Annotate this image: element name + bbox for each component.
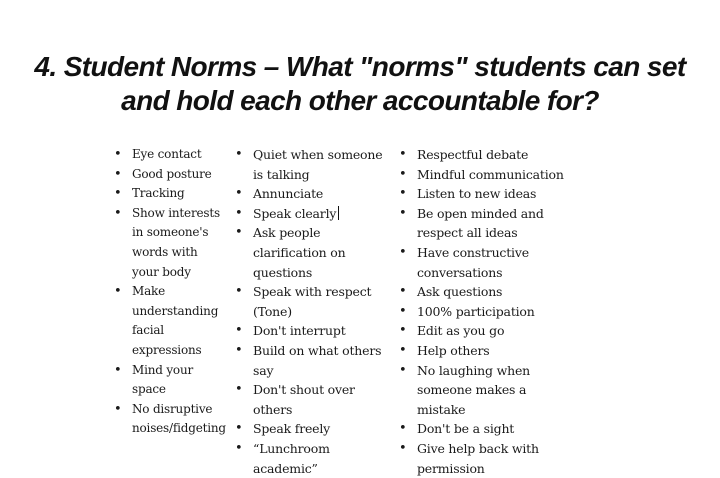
- list-item: • Mind your space: [114, 361, 226, 400]
- list-item: • Ask questions: [399, 282, 569, 302]
- norms-column-3: [399, 145, 569, 478]
- list-item: • Annunciate: [235, 184, 385, 204]
- text-cursor: [338, 206, 339, 220]
- list-item: • Give help back with permission: [399, 439, 569, 478]
- list-item: • Ask people clarification on questions: [235, 223, 385, 282]
- list-item: • Make understanding facial expressions: [114, 282, 226, 360]
- list-item: • Build on what others say: [235, 341, 385, 380]
- list-item: • Don't shout over others: [235, 380, 385, 419]
- list-item: • Listen to new ideas: [399, 184, 569, 204]
- list-item: • No disruptive noises/fidgeting: [114, 400, 226, 439]
- list-item: • Have constructive conversations: [399, 243, 569, 282]
- list-item: • Quiet when someone is talking: [235, 145, 385, 184]
- list-item: • 100% participation: [399, 302, 569, 322]
- norms-column-1: [114, 145, 226, 439]
- norms-column-2: [235, 145, 385, 478]
- list-item: • Be open minded and respect all ideas: [399, 204, 569, 243]
- slide-title: 4. Student Norms – What "norms" students can set and hold each other accountable for?: [34, 51, 686, 116]
- list-item-text: Speak clearly: [253, 205, 337, 221]
- list-item: [235, 204, 385, 224]
- list-item: • No laughing when someone makes a mistake: [399, 361, 569, 420]
- list-item: • Respectful debate: [399, 145, 569, 165]
- list-item: • Tracking: [114, 184, 226, 204]
- list-item: • Don't interrupt: [235, 321, 385, 341]
- list-item: • Eye contact: [114, 145, 226, 165]
- list-item: • Good posture: [114, 165, 226, 185]
- list-item: • Show interests in someone's words with your body: [114, 204, 226, 282]
- list-item: • Speak with respect (Tone): [235, 282, 385, 321]
- list-item: • “Lunchroom academic”: [235, 439, 385, 478]
- list-item: • Help others: [399, 341, 569, 361]
- list-item: • Don't be a sight: [399, 419, 569, 439]
- list-item: • Edit as you go: [399, 321, 569, 341]
- list-item: • Mindful communication: [399, 165, 569, 185]
- list-item: • Speak freely: [235, 419, 385, 439]
